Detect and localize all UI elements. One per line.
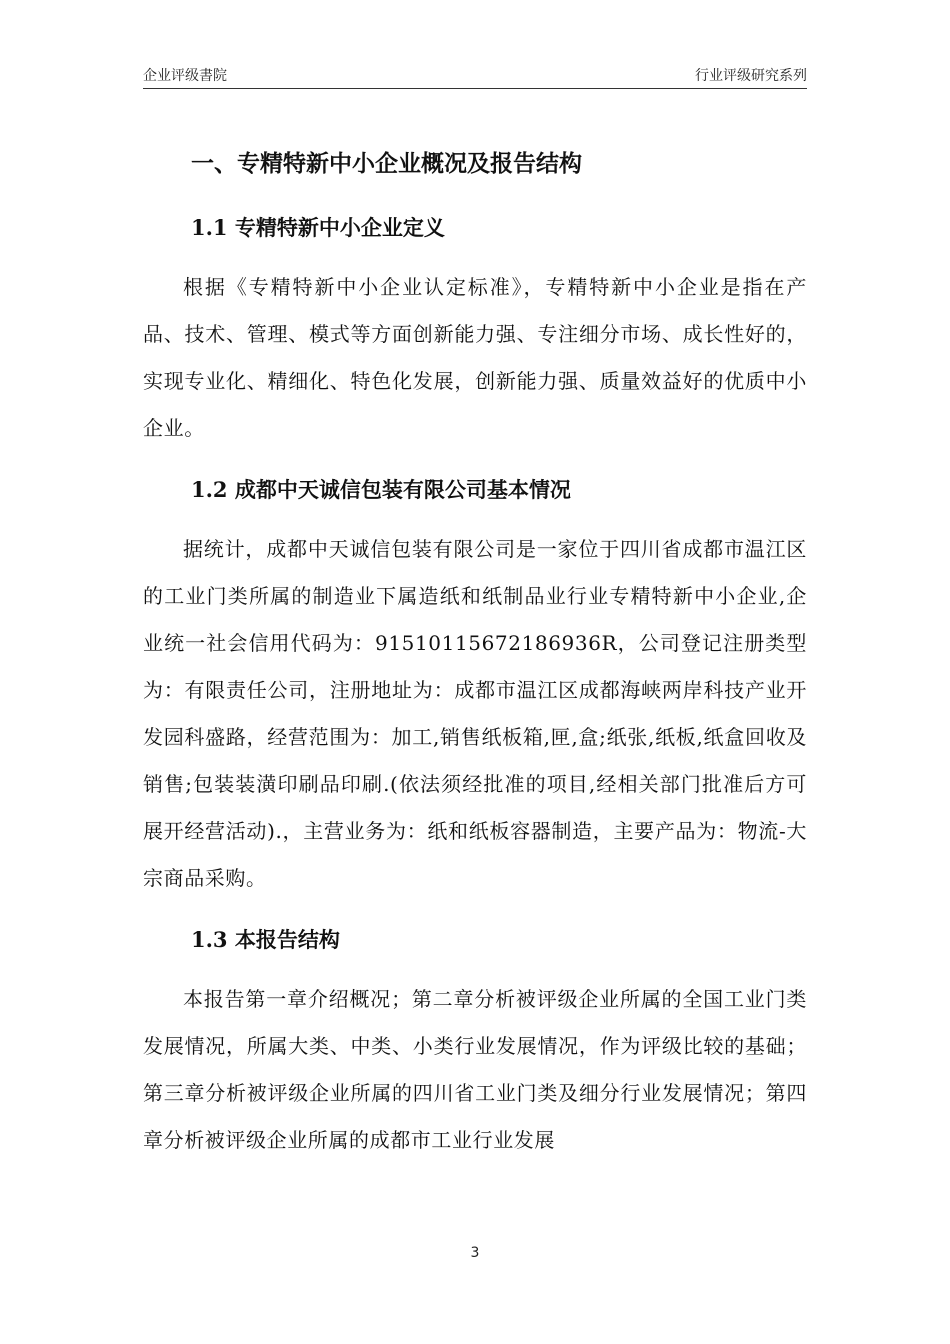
subsection-title-1-1: 1.1 专精特新中小企业定义	[191, 215, 445, 240]
header-publisher: 企业评级書院	[143, 68, 227, 84]
page-body	[143, 140, 807, 1164]
header-divider	[143, 88, 807, 89]
page-number: 3	[470, 1245, 480, 1261]
subsection-title-1-2: 1.2 成都中天诚信包装有限公司基本情况	[191, 477, 571, 502]
paragraph-company-info: 据统计，成都中天诚信包装有限公司是一家位于四川省成都市温江区的工业门类所属的制造业下属造纸和纸制品业行业专精特新中小企业,企业统一社会信用代码为：91510115672186936R，公司登记注册类型为：有限责任公司，注册地址为：成都市温江区成都海峡两岸科技产业开发园科盛路，经营范围为：加工,销售纸板箱,匣,盒;纸张,纸板,纸盒回收及销售;包装装潢印刷品印刷.(依法须经批准的项目,经相关部门批准后方可展开经营活动).，主营业务为：纸和纸板容器制造，主要产品为：物流-大宗商品采购。	[143, 537, 807, 890]
subsection-title-1-3: 1.3 本报告结构	[191, 927, 340, 952]
header-series: 行业评级研究系列	[695, 68, 807, 84]
paragraph-definition: 根据《专精特新中小企业认定标准》，专精特新中小企业是指在产品、技术、管理、模式等方面创新能力强、专注细分市场、成长性好的，实现专业化、精细化、特色化发展，创新能力强、质量效益好的优质中小企业。	[143, 275, 807, 440]
section-title: 一、专精特新中小企业概况及报告结构	[191, 150, 582, 177]
paragraph-report-structure: 本报告第一章介绍概况；第二章分析被评级企业所属的全国工业门类发展情况，所属大类、中类、小类行业发展情况，作为评级比较的基础；第三章分析被评级企业所属的四川省工业门类及细分行业发展情况；第四章分析被评级企业所属的成都市工业行业发展	[143, 987, 807, 1152]
